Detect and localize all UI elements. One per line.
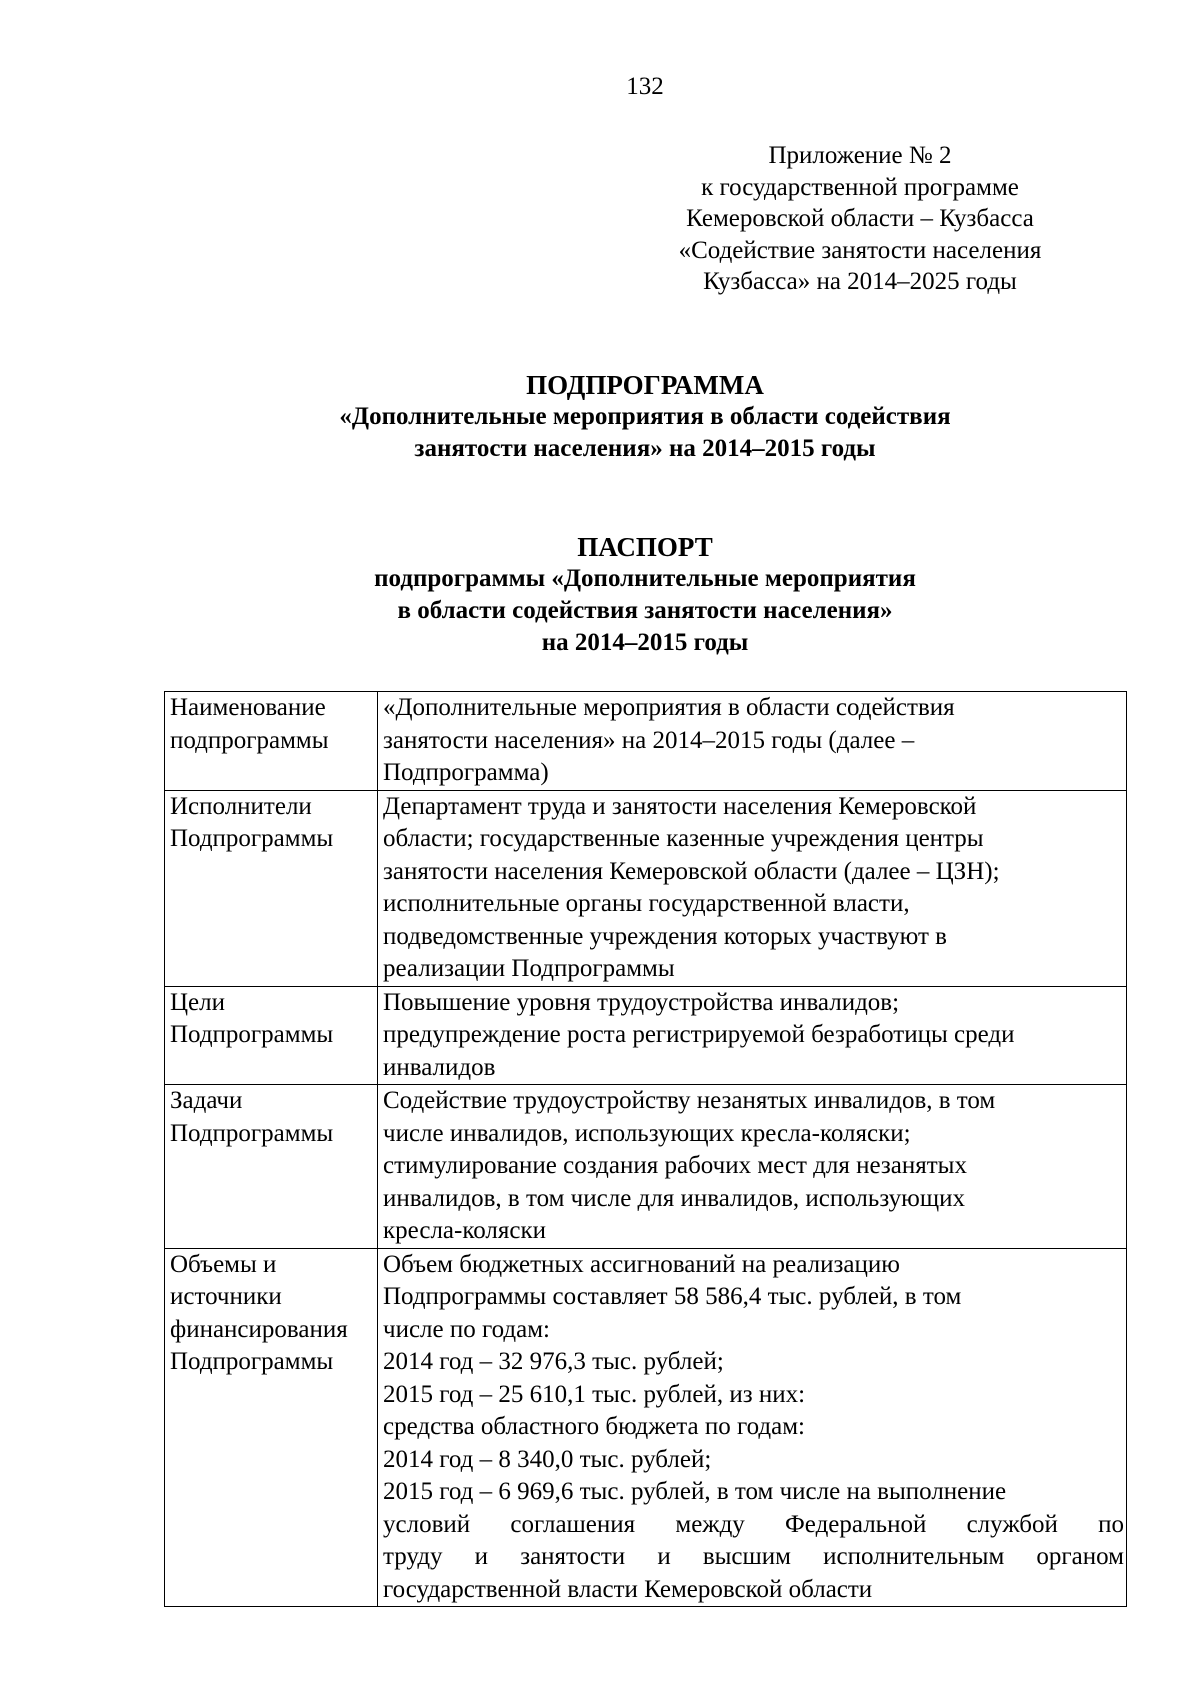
- row-value-line: числе инвалидов, использующих кресла-коляски;: [383, 1119, 911, 1147]
- row-value-line: условий соглашения между Федеральной службой по: [383, 1510, 1124, 1538]
- row-value-line: государственной власти Кемеровской области: [383, 1575, 873, 1603]
- row-label-line: Подпрограммы: [170, 1021, 334, 1048]
- row-value-line: труду и занятости и высшим исполнительным органом: [383, 1543, 1124, 1570]
- row-label-line: Задачи: [170, 1087, 243, 1114]
- row-label-line: Цели: [170, 988, 226, 1016]
- row-value-line: предупреждение роста регистрируемой безработицы среди: [383, 1021, 1015, 1048]
- row-label-line: финансирования: [170, 1315, 348, 1343]
- row-value-line: Подпрограммы составляет 58 586,4 тыс. рублей, в том: [383, 1283, 962, 1310]
- subprogram-subtitle-line: «Дополнительные мероприятия в области содействия: [339, 403, 951, 430]
- row-label-cell: [165, 1085, 378, 1249]
- row-value-line: Объем бюджетных ассигнований на реализацию: [383, 1250, 900, 1278]
- row-value-line: подведомственные учреждения которых участвуют в: [383, 922, 947, 950]
- row-value-line: 2014 год – 32 976,3 тыс. рублей;: [383, 1348, 724, 1375]
- row-value-line: Содействие трудоустройству незанятых инвалидов, в том: [383, 1087, 996, 1114]
- row-label-cell: [165, 1248, 378, 1607]
- appendix-note: [660, 140, 1060, 298]
- row-value-line: Повышение уровня трудоустройства инвалидов;: [383, 988, 900, 1016]
- row-value-line: 2015 год – 6 969,6 тыс. рублей, в том числе на выполнение: [383, 1478, 1007, 1505]
- row-value-line: области; государственные казенные учреждения центры: [383, 825, 984, 852]
- table-row: [165, 692, 1127, 791]
- row-value-cell: [378, 1085, 1127, 1249]
- row-value-line: 2014 год – 8 340,0 тыс. рублей;: [383, 1445, 712, 1473]
- appendix-line: «Содействие занятости населения: [678, 236, 1042, 264]
- subprogram-title: ПОДПРОГРАММА: [526, 370, 764, 400]
- appendix-line: Кузбасса» на 2014–2025 годы: [703, 268, 1017, 295]
- row-value-line: инвалидов: [383, 1053, 496, 1081]
- table-row: [165, 790, 1127, 986]
- row-value-line: Подпрограмма): [383, 759, 549, 786]
- table-row: [165, 1248, 1127, 1607]
- table-row: [165, 1085, 1127, 1249]
- page-number: 132: [626, 73, 664, 100]
- row-value-line: 2015 год – 25 610,1 тыс. рублей, из них:: [383, 1380, 806, 1408]
- row-label-line: Подпрограммы: [170, 1119, 334, 1147]
- row-label-cell: [165, 692, 378, 791]
- appendix-line: к государственной программе: [701, 173, 1019, 201]
- row-value-line: занятости населения» на 2014–2015 годы (далее –: [383, 726, 915, 754]
- row-value-line: занятости населения Кемеровской области (далее – ЦЗН);: [383, 857, 1000, 885]
- passport-title: ПАСПОРТ: [577, 532, 713, 562]
- subprogram-subtitle-line: занятости населения» на 2014–2015 годы: [414, 435, 876, 462]
- row-value-line: кресла-коляски: [383, 1217, 547, 1244]
- row-label-line: Подпрограммы: [170, 825, 334, 852]
- row-value-line: исполнительные органы государственной власти,: [383, 890, 910, 917]
- row-value-line: Департамент труда и занятости населения Кемеровской: [383, 792, 977, 820]
- appendix-line: Кемеровской области – Кузбасса: [686, 205, 1034, 232]
- row-label-cell: [165, 986, 378, 1085]
- subprogram-heading: [0, 369, 1200, 465]
- passport-subtitle-line: на 2014–2015 годы: [541, 629, 749, 656]
- row-label-line: подпрограммы: [170, 726, 329, 754]
- row-value-line: инвалидов, в том числе для инвалидов, использующих: [383, 1184, 965, 1212]
- passport-subtitle-line: подпрограммы «Дополнительные мероприятия: [374, 565, 916, 592]
- passport-heading: [0, 531, 1200, 659]
- row-value-line: реализации Подпрограммы: [383, 955, 675, 982]
- row-label-line: Исполнители: [170, 792, 312, 820]
- row-label-line: Наименование: [170, 694, 326, 721]
- row-value-cell: [378, 790, 1127, 986]
- appendix-line: Приложение № 2: [768, 142, 952, 169]
- passport-table: [164, 691, 1127, 1607]
- row-value-line: «Дополнительные мероприятия в области содействия: [383, 694, 955, 721]
- passport-subtitle-line: в области содействия занятости населения»: [397, 597, 893, 624]
- row-label-line: источники: [170, 1283, 282, 1310]
- row-label-line: Подпрограммы: [170, 1348, 334, 1375]
- row-value-cell: [378, 986, 1127, 1085]
- table-row: [165, 986, 1127, 1085]
- row-label-line: Объемы и: [170, 1250, 277, 1278]
- row-value-cell: [378, 692, 1127, 791]
- row-value-line: средства областного бюджета по годам:: [383, 1413, 805, 1440]
- row-value-line: числе по годам:: [383, 1315, 550, 1343]
- row-label-cell: [165, 790, 378, 986]
- row-value-cell: [378, 1248, 1127, 1607]
- row-value-line: стимулирование создания рабочих мест для незанятых: [383, 1152, 967, 1179]
